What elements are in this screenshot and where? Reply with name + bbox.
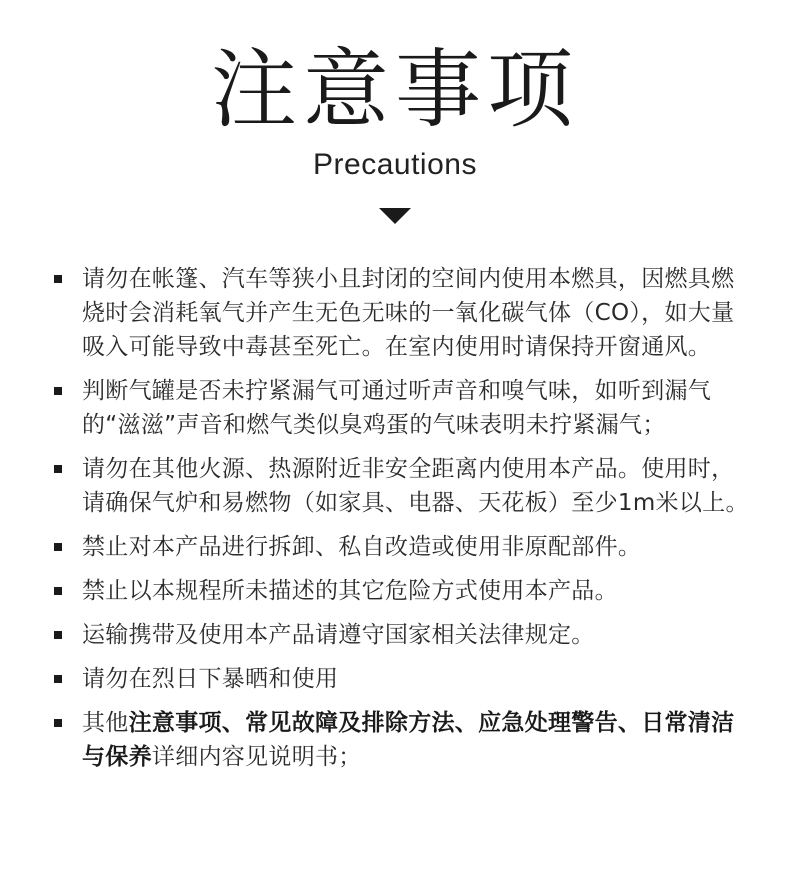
bullet-square-icon (54, 387, 62, 395)
list-item-text: 运输携带及使用本产品请遵守国家相关法律规定。 (82, 622, 595, 648)
bullet-square-icon (54, 543, 62, 551)
bullet-square-icon (54, 719, 62, 727)
bullet-square-icon (54, 465, 62, 473)
list-item (54, 530, 754, 564)
list-item-text (82, 706, 754, 774)
triangle-down-icon (379, 208, 411, 224)
list-item-last (54, 706, 754, 774)
bullet-square-icon (54, 587, 62, 595)
list-item (54, 262, 754, 364)
list-item (54, 618, 754, 652)
list-item (54, 574, 754, 608)
list-item (54, 374, 754, 442)
bullet-square-icon (54, 675, 62, 683)
list-item-text: 请勿在烈日下暴晒和使用 (82, 666, 339, 692)
list-item-text: 禁止对本产品进行拆卸、私自改造或使用非原配部件。 (82, 534, 642, 560)
list-item-text: 请勿在其他火源、热源附近非安全距离内使用本产品。使用时，请确保气炉和易燃物（如家具、电器、天花板）至少1m米以上。 (82, 456, 749, 516)
last-item-bold: 注意事项、常见故障及排除方法、应急处理警告、日常清洁与保养 (82, 710, 735, 770)
bullet-square-icon (54, 631, 62, 639)
list-item-text: 判断气罐是否未拧紧漏气可通过听声音和嗅气味，如听到漏气的“滋滋”声音和燃气类似臭鸡蛋的气味表明未拧紧漏气； (82, 378, 712, 438)
precautions-list (54, 262, 754, 784)
last-item-suffix: 详细内容见说明书； (151, 744, 362, 770)
page-subtitle: Precautions (313, 148, 477, 181)
bullet-square-icon (54, 275, 62, 283)
list-item-text: 禁止以本规程所未描述的其它危险方式使用本产品。 (82, 578, 618, 604)
list-item (54, 452, 754, 520)
list-item (54, 662, 754, 696)
last-item-prefix: 其他 (82, 710, 129, 736)
list-item-text: 请勿在帐篷、汽车等狭小且封闭的空间内使用本燃具，因燃具燃烧时会消耗氧气并产生无色无味的一氧化碳气体（CO），如大量吸入可能导致中毒甚至死亡。在室内使用时请保持开窗通风。 (82, 266, 735, 360)
page-title: 注意事项 (211, 40, 579, 140)
